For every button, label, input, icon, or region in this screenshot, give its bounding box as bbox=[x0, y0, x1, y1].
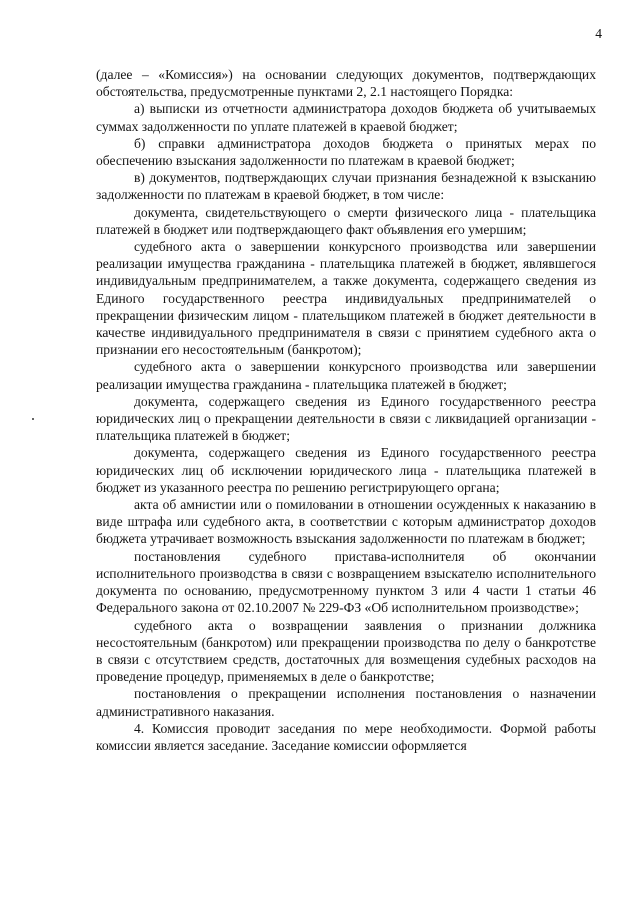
paragraph-bankruptcy-return: судебного акта о возвращении заявления о признании должника несостоятельным (банкротом) или прекращении производства по делу о банкротстве в связи с отсутствием средств, достаточных для возмещения судебных расходов на проведение процедур, применяемых в деле о банкротстве; bbox=[96, 617, 596, 685]
paragraph-bailiff-resolution: постановления судебного пристава-исполнителя об окончании исполнительного производства в связи с возвращением взыскателю исполнительного документа по основанию, предусмотренному пунктом 3 или 4 части 1 статьи 46 Федерального закона от 02.10.2007 № 229-ФЗ «Об исполнительном производстве»; bbox=[96, 548, 596, 616]
paragraph-death-document: документа, свидетельствующего о смерти физического лица - плательщика платежей в бюджет или подтверждающего факт объявления его умершим; bbox=[96, 204, 596, 237]
paragraph-item-b: б) справки администратора доходов бюджета о принятых мерах по обеспечению взыскания задолженности по платежам в краевой бюджет; bbox=[96, 135, 596, 169]
paragraph-administrative-penalty: постановления о прекращении исполнения постановления о назначении административного наказания. bbox=[96, 686, 596, 719]
paragraph-amnesty: акта об амнистии или о помиловании в отношении осужденных к наказанию в виде штрафа или судебного акта, в соответствии с которым администратор доходов бюджета утрачивает возможность взыскания задолженности по платежам в бюджет; bbox=[96, 497, 596, 547]
paragraph-bankruptcy-citizen: судебного акта о завершении конкурсного производства или завершении реализации имущества гражданина - плательщика платежей в бюджет; bbox=[96, 359, 596, 392]
paragraph-registry-exclusion: документа, содержащего сведения из Единого государственного реестра юридических лиц об исключении юридического лица - плательщика платежей в бюджет из указанного реестра по решению регистрирующего органа; bbox=[96, 445, 596, 495]
paragraph-bankruptcy-entrepreneur: судебного акта о завершении конкурсного производства или завершении реализации имущества гражданина - плательщика платежей в бюджет, являвшегося индивидуальным предпринимателем, а также документа, содержащего сведения из Единого государственного реестра индивидуальных предпринимателей о прекращении физическим лицом - плательщиком платежей в бюджет деятельности в качестве индивидуального предпринимателя в связи с принятием судебного акта о признании его несостоятельным (банкротом); bbox=[96, 239, 596, 358]
document-body bbox=[96, 66, 596, 754]
paragraph-liquidation: документа, содержащего сведения из Единого государственного реестра юридических лиц о прекращении деятельности в связи с ликвидацией организации - плательщика платежей в бюджет; bbox=[96, 393, 596, 444]
paragraph-item-v: в) документов, подтверждающих случаи признания безнадежной к взысканию задолженности по платежам в краевой бюджет, в том числе: bbox=[96, 170, 596, 203]
paragraph-section-4: 4. Комиссия проводит заседания по мере необходимости. Формой работы комиссии является заседание. Заседание комиссии оформляется bbox=[96, 720, 596, 753]
paragraph-item-a: а) выписки из отчетности администратора доходов бюджета об учитываемых суммах задолженности по уплате платежей в краевой бюджет; bbox=[96, 101, 596, 134]
page-number: 4 bbox=[595, 26, 602, 41]
paragraph-intro: (далее – «Комиссия») на основании следующих документов, подтверждающих обстоятельства, предусмотренные пунктами 2, 2.1 настоящего Порядка: bbox=[96, 67, 596, 100]
scan-speck bbox=[32, 418, 34, 420]
